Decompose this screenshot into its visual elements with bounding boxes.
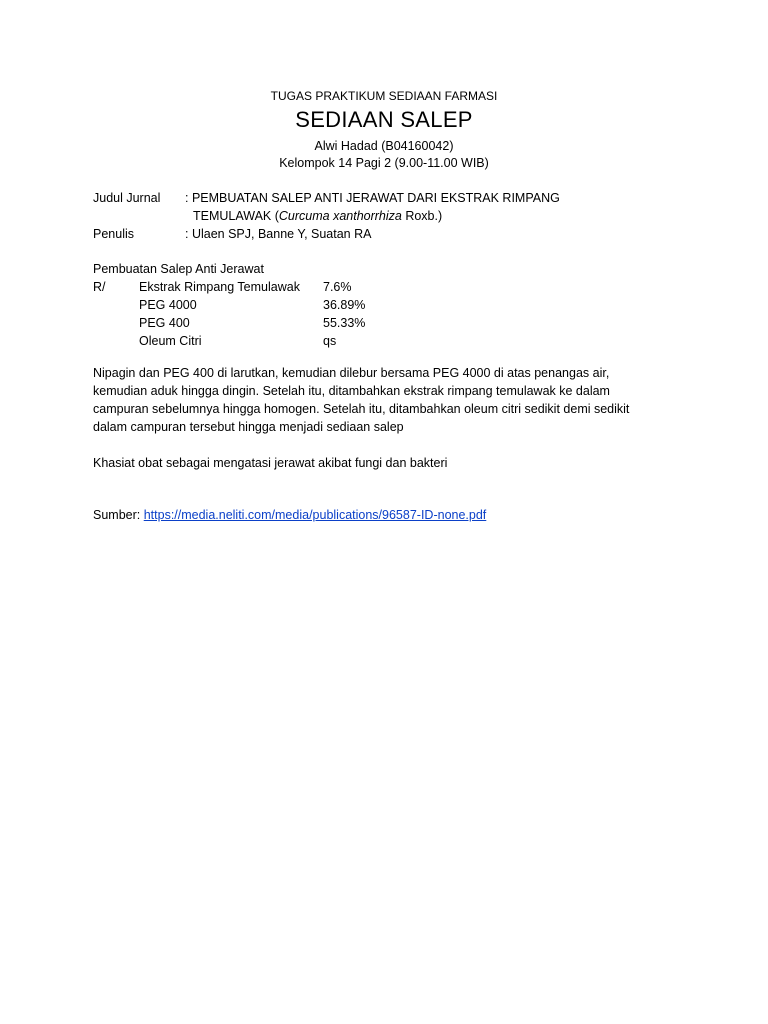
page-title: SEDIAAN SALEP <box>295 107 473 132</box>
journal-title-line2 <box>193 207 442 225</box>
journal-title-line2-prefix: TEMULAWAK ( <box>193 209 279 223</box>
recipe-heading: Pembuatan Salep Anti Jerawat <box>93 262 264 276</box>
procedure-paragraph <box>93 364 673 436</box>
recipe-item <box>93 314 366 332</box>
recipe-section <box>93 260 366 350</box>
author-line: Alwi Hadad (B04160042) <box>314 139 454 153</box>
source-label: Sumber: <box>93 508 144 522</box>
procedure-line: dalam campuran tersebut hingga menjadi sediaan salep <box>93 420 404 434</box>
journal-title-species: Curcuma xanthorrhiza <box>278 209 402 223</box>
journal-title-line2-suffix: Roxb.) <box>401 209 443 223</box>
recipe-item-name: PEG 4000 <box>139 298 197 312</box>
journal-title-line1: : PEMBUATAN SALEP ANTI JERAWAT DARI EKSTRAK RIMPANG <box>185 191 560 205</box>
recipe-item <box>93 332 337 350</box>
group-line: Kelompok 14 Pagi 2 (9.00-11.00 WIB) <box>279 156 489 170</box>
recipe-item <box>93 278 352 296</box>
source-line <box>93 506 486 524</box>
procedure-line: campuran sebelumnya hingga homogen. Setelah itu, ditambahkan oleum citri sedikit demi sedikit <box>93 402 630 416</box>
journal-author-value: : Ulaen SPJ, Banne Y, Suatan RA <box>185 227 372 241</box>
recipe-item-name: PEG 400 <box>139 316 190 330</box>
recipe-item-amount: 36.89% <box>323 298 366 312</box>
procedure-line: Nipagin dan PEG 400 di larutkan, kemudian dilebur bersama PEG 4000 di atas penangas air, <box>93 366 610 380</box>
source-link[interactable]: https://media.neliti.com/media/publications/96587-ID-none.pdf <box>143 508 487 522</box>
recipe-prefix: R/ <box>93 280 106 294</box>
journal-author-label: Penulis <box>93 227 134 241</box>
recipe-item-amount: 55.33% <box>323 316 366 330</box>
benefit-paragraph: Khasiat obat sebagai mengatasi jerawat akibat fungi dan bakteri <box>93 456 448 470</box>
recipe-item-amount: qs <box>323 334 337 348</box>
recipe-item-amount: 7.6% <box>323 280 352 294</box>
journal-title-label: Judul Jurnal <box>93 191 161 205</box>
recipe-item <box>93 296 366 314</box>
recipe-item-name: Ekstrak Rimpang Temulawak <box>139 280 300 294</box>
recipe-item-name: Oleum Citri <box>139 334 202 348</box>
procedure-line: kemudian aduk hingga dingin. Setelah itu, ditambahkan ekstrak rimpang temulawak ke dalam <box>93 384 610 398</box>
course-title: TUGAS PRAKTIKUM SEDIAAN FARMASI <box>270 89 498 103</box>
